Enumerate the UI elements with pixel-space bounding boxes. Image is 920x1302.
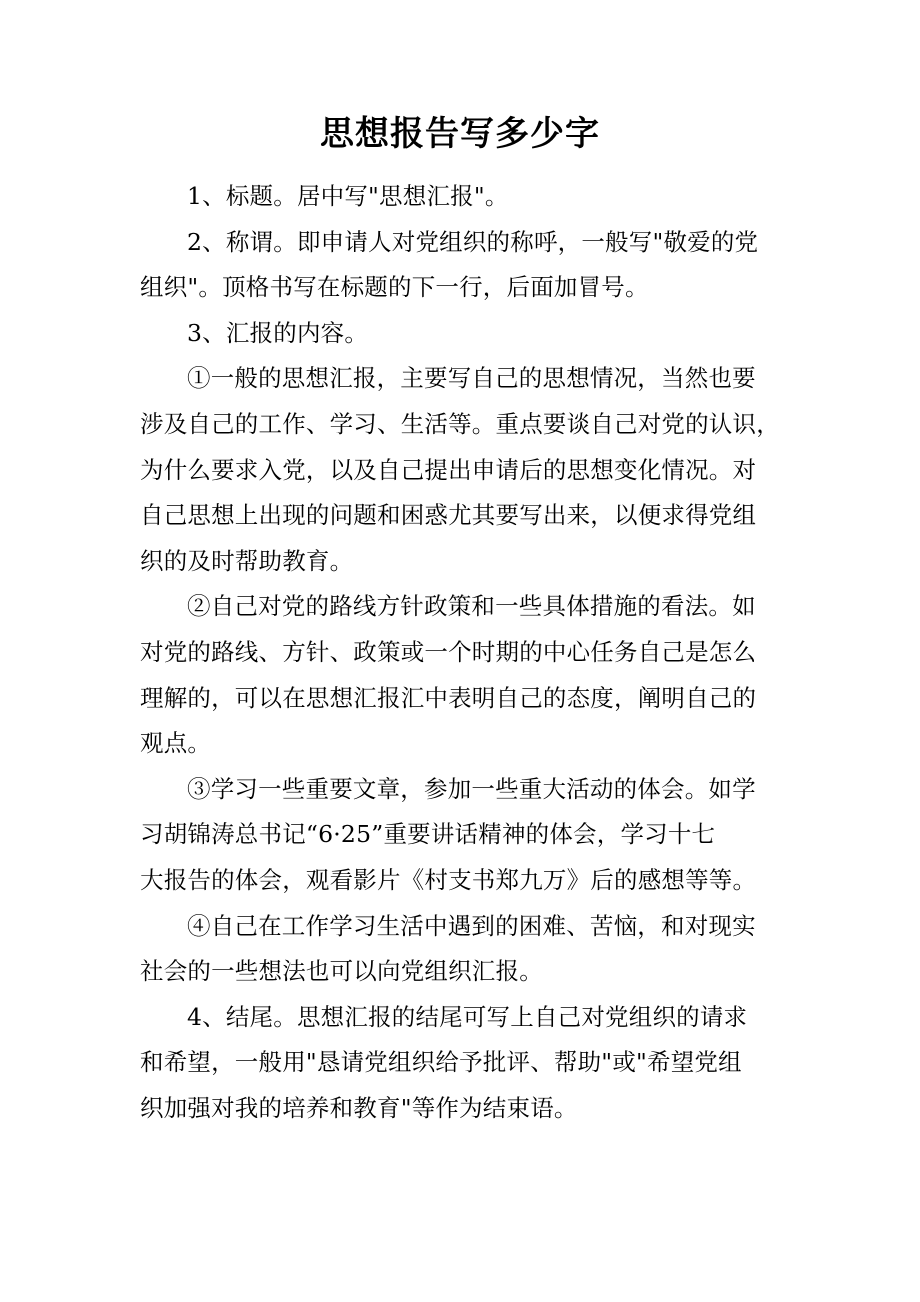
paragraph-line: ②自己对党的路线方针政策和一些具体措施的看法。如 bbox=[187, 592, 756, 621]
paragraph-line: 组织"。顶格书写在标题的下一行，后面加冒号。 bbox=[140, 273, 649, 302]
paragraph-line: ③学习一些重要文章，参加一些重大活动的体会。如学 bbox=[187, 774, 756, 803]
paragraph-line: 织加强对我的培养和教育"等作为结束语。 bbox=[140, 1093, 578, 1122]
document-title: 思想报告写多少字 bbox=[320, 114, 600, 154]
paragraph-line: ④自己在工作学习生活中遇到的困难、苦恼，和对现实 bbox=[187, 911, 756, 940]
document-body bbox=[140, 174, 788, 1131]
paragraph-line: 涉及自己的工作、学习、生活等。重点要谈自己对党的认识， bbox=[140, 409, 780, 438]
paragraph-item-4 bbox=[140, 904, 788, 995]
paragraph-line: 为什么要求入党，以及自己提出申请后的思想变化情况。对 bbox=[140, 455, 757, 484]
paragraph-line: 织的及时帮助教育。 bbox=[140, 546, 354, 575]
paragraph-line: 观点。 bbox=[140, 729, 212, 758]
paragraph-line: 4、结尾。思想汇报的结尾可写上自己对党组织的请求 bbox=[187, 1002, 748, 1031]
paragraph-line: 习胡锦涛总书记“6·25”重要讲话精神的体会，学习十七 bbox=[140, 820, 716, 849]
paragraph-line: 2、称谓。即申请人对党组织的称呼，一般写"敬爱的党 bbox=[187, 227, 759, 256]
paragraph-item-1 bbox=[140, 356, 788, 584]
paragraph-content-heading bbox=[140, 311, 788, 357]
paragraph-line: 1、标题。居中写"思想汇报"。 bbox=[187, 182, 509, 210]
paragraph-salutation bbox=[140, 220, 788, 311]
paragraph-line: ①一般的思想汇报，主要写自己的思想情况，当然也要 bbox=[187, 364, 756, 393]
paragraph-item-3 bbox=[140, 767, 788, 904]
paragraph-line: 对党的路线、方针、政策或一个时期的中心任务自己是怎么 bbox=[140, 637, 757, 666]
paragraph-line: 和希望，一般用"恳请党组织给予批评、帮助"或"希望党组 bbox=[140, 1048, 742, 1077]
paragraph-heading-title bbox=[140, 174, 788, 220]
paragraph-closing bbox=[140, 995, 788, 1132]
paragraph-line: 自己思想上出现的问题和困惑尤其要写出来，以便求得党组 bbox=[140, 501, 757, 530]
paragraph-item-2 bbox=[140, 584, 788, 766]
paragraph-line: 3、汇报的内容。 bbox=[187, 318, 369, 347]
paragraph-line: 理解的，可以在思想汇报汇中表明自己的态度，阐明自己的 bbox=[140, 683, 757, 712]
paragraph-line: 大报告的体会，观看影片《村支书郑九万》后的感想等等。 bbox=[140, 865, 757, 894]
paragraph-line: 社会的一些想法也可以向党组织汇报。 bbox=[140, 957, 543, 986]
